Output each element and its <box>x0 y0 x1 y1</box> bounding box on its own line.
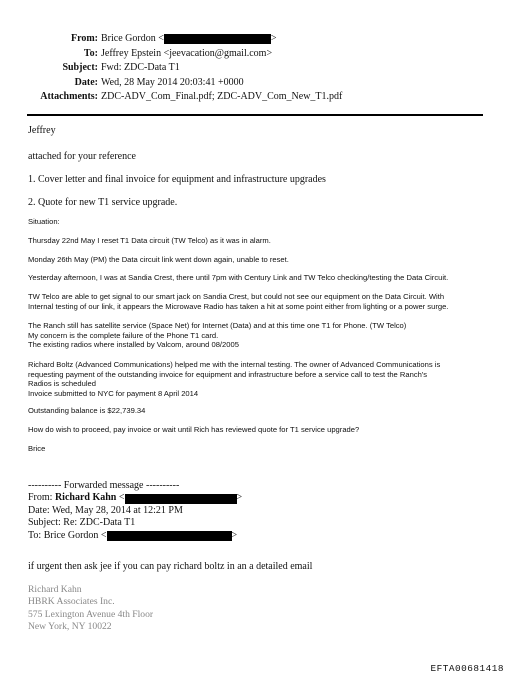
subject-value: Fwd: ZDC-Data T1 <box>101 62 180 74</box>
paragraph-monday: Monday 26th May (PM) the Data circuit link went down again, unable to reset. <box>28 255 289 264</box>
to-value: Jeffrey Epstein <jeevacation@gmail.com> <box>101 47 273 59</box>
forwarded-from-open: < <box>118 492 125 504</box>
document-id: EFTA00681418 <box>430 663 504 674</box>
forwarded-date: Date: Wed, May 28, 2014 at 12:21 PM <box>28 504 183 516</box>
forwarded-to: To: Brice Gordon < <box>28 529 107 541</box>
forwarded-from-name: Richard Kahn <box>54 492 117 504</box>
tw-line-1: TW Telco are able to get signal to our smart jack on Sandia Crest, but could not see our equipment on the Data Circuit. With <box>28 292 445 301</box>
richard-line-3: Radios is scheduled <box>28 379 96 389</box>
richard-line-4: Invoice submitted to NYC for payment 8 April 2014 <box>28 388 199 398</box>
from-sender: Brice Gordon < <box>101 33 164 44</box>
attachments-label: Attachments: <box>40 91 98 103</box>
greeting: Jeffrey <box>28 125 56 136</box>
forwarded-divider: ---------- Forwarded message ---------- <box>28 480 180 491</box>
signature-address: 575 Lexington Avenue 4th Floor <box>28 608 154 620</box>
forwarded-message-text: if urgent then ask jee if you can pay richard boltz in an a detailed email <box>28 561 313 572</box>
ranch-line-3: The existing radios where installed by Valcom, around 08/2005 <box>28 340 239 350</box>
attachments-value: ZDC-ADV_Com_Final.pdf; ZDC-ADV_Com_New_T1.pdf <box>101 91 343 103</box>
date-label: Date: <box>74 76 98 88</box>
header-divider <box>27 114 483 116</box>
outstanding-balance: Outstanding balance is $22,739.34 <box>28 406 146 415</box>
header-subject-row <box>0 61 512 76</box>
paragraph-tw-telco <box>28 292 448 311</box>
redaction-box <box>164 34 271 44</box>
question-line: How do wish to proceed, pay invoice or wait until Rich has reviewed quote for T1 service upgrade? <box>28 425 360 434</box>
redaction-box <box>107 531 232 541</box>
paragraph-richard-boltz <box>28 360 440 398</box>
signature-city: New York, NY 10022 <box>28 621 112 633</box>
forwarded-subject: Subject: Re: ZDC-Data T1 <box>28 517 136 529</box>
signature-block <box>28 584 153 634</box>
subject-label: Subject: <box>62 62 98 74</box>
ranch-line-1: The Ranch still has satellite service (Space Net) for Internet (Data) and at this time one T1 for Phone. (TW Telco) <box>28 321 407 330</box>
from-close: > <box>270 33 277 44</box>
tw-line-2: Internal testing of our link, it appears the Microwave Radio has taken a hit at some point either from lighting or a power surge. <box>28 301 449 311</box>
signature-company: HBRK Associates Inc. <box>28 596 115 608</box>
date-value: Wed, 28 May 2014 20:03:41 +0000 <box>101 76 244 88</box>
forwarded-from-close: > <box>236 492 243 504</box>
paragraph-yesterday: Yesterday afternoon, I was at Sandia Crest, there until 7pm with Century Link and TW Telco checking/testing the Data Circuit. <box>28 273 449 282</box>
paragraph-thursday: Thursday 22nd May I reset T1 Data circuit (TW Telco) as it was in alarm. <box>28 236 271 245</box>
richard-line-2: requesting payment of the outstanding invoice for equipment and infrastructure before a service call to test the Ranch's <box>28 369 428 379</box>
email-header <box>0 32 512 105</box>
redaction-box <box>125 494 237 504</box>
paragraph-ranch <box>28 321 406 350</box>
header-date-row <box>0 76 512 91</box>
intro-line: attached for your reference <box>28 151 136 162</box>
situation-heading: Situation: <box>28 217 60 226</box>
from-label: From: <box>70 33 98 44</box>
forwarded-from-label: From: <box>28 492 53 504</box>
header-to-row <box>0 47 512 62</box>
forwarded-to-close: > <box>231 529 238 541</box>
signoff: Brice <box>28 444 46 453</box>
from-value <box>101 32 277 47</box>
forwarded-from-row <box>28 492 242 504</box>
list-item-1: 1. Cover letter and final invoice for equipment and infrastructure upgrades <box>28 174 326 185</box>
signature-name: Richard Kahn <box>28 584 82 595</box>
header-from-row <box>0 32 512 47</box>
forwarded-to-row <box>28 530 242 542</box>
to-label: To: <box>83 47 98 59</box>
forwarded-block <box>28 480 242 542</box>
list-item-2: 2. Quote for new T1 service upgrade. <box>28 197 178 208</box>
ranch-line-2: My concern is the complete failure of the Phone T1 card. <box>28 330 219 340</box>
richard-line-1: Richard Boltz (Advanced Communications) helped me with the internal testing. The owner of Advanced Communications is <box>28 360 441 369</box>
header-attachments-row <box>0 90 512 105</box>
